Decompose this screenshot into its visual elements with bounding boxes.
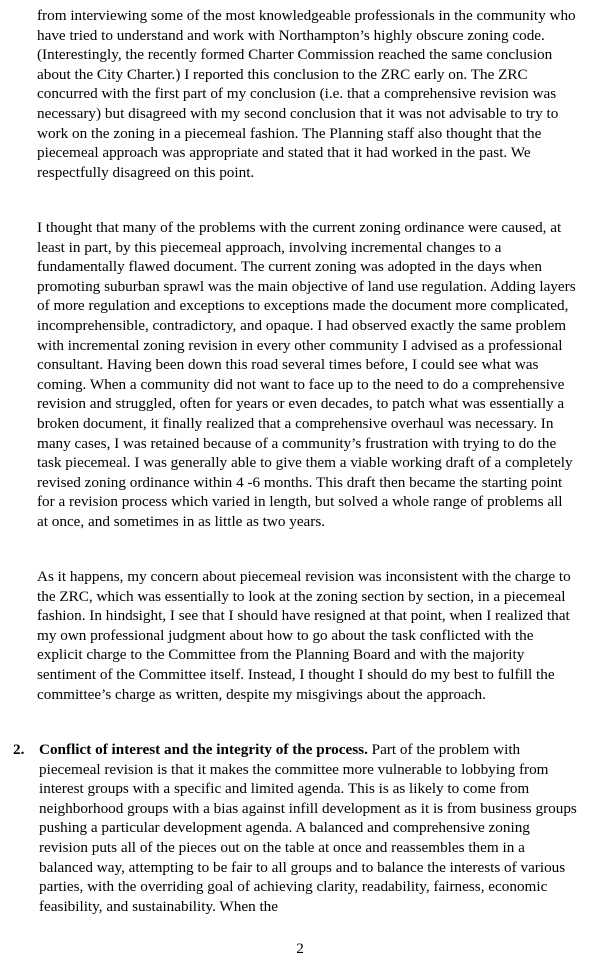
paragraph-3: As it happens, my concern about piecemeal revision was inconsistent with the charge to the ZRC, which was essentially to look at the zoning section by section, in a piecemeal fashion. In hindsight, I see that I should have resigned at that point, when I realized that my own professional judgment about how to go about the task conflicted with the explicit charge to the Committee from the Planning Board and with the majority sentiment of the Committee itself. Instead, I thought I should do my best to fulfill the committee’s charge as written, despite my misgivings about the approach. xyxy=(37,568,571,703)
document-page xyxy=(13,6,577,916)
list-item-text: Part of the problem with piecemeal revision is that it makes the committee more vulnerable to lobbying from interest groups with a specific and limited agenda. This is as likely to come from neighborhood groups with a bias against infill development as it is from business groups pushing a particular development agenda. A balanced and comprehensive zoning revision puts all of the pieces out on the table at once and reassembles them in a balanced way, attempting to be fair to all groups and to balance the interests of various parties, with the overriding goal of achieving clarity, readability, fairness, economic feasibility, and sustainability. When the xyxy=(39,741,577,915)
list-item-number: 2. xyxy=(13,741,25,758)
list-item-title: Conflict of interest and the integrity of the process. xyxy=(39,741,368,758)
list-item-body xyxy=(39,740,577,916)
paragraph-1: from interviewing some of the most knowledgeable professionals in the community who have tried to understand and work with Northampton’s highly obscure zoning code. (Interestingly, the recently formed Charter Commission reached the same conclusion about the City Charter.) I reported this conclusion to the ZRC early on. The ZRC concurred with the first part of my conclusion (i.e. that a comprehensive revision was necessary) but disagreed with my second conclusion that it was not advisable to try to work on the zoning in a piecemeal fashion. The Planning staff also thought that the piecemeal approach was appropriate and stated that it had worked in the past. We respectfully disagreed on this point. xyxy=(37,7,576,181)
paragraph-2: I thought that many of the problems with the current zoning ordinance were caused, at least in part, by this piecemeal approach, involving incremental changes to a fundamentally flawed document. The current zoning was adopted in the days when promoting suburban sprawl was the main objective of land use regulation. Adding layers of more regulation and exceptions to exceptions made the document more complicated, incomprehensible, contradictory, and opaque. I had observed exactly the same problem with incremental zoning revision in every other community I advised as a professional consultant. Having been down this road several times before, I could see what was coming. When a community did not want to face up to the need to do a comprehensive revision and struggled, often for years or even decades, to patch what was essentially a broken document, it finally realized that a comprehensive overhaul was necessary. In many cases, I was retained because of a community’s frustration with trying to do the task piecemeal. I was generally able to give them a viable working draft of a completely revised zoning ordinance within 4 -6 months. This draft then became the starting point for a revision process which varied in length, but solved a whole range of problems all at once, and sometimes in as little as two years. xyxy=(37,219,576,530)
page-number: 2 xyxy=(296,940,304,957)
numbered-list-item-2 xyxy=(13,740,577,916)
